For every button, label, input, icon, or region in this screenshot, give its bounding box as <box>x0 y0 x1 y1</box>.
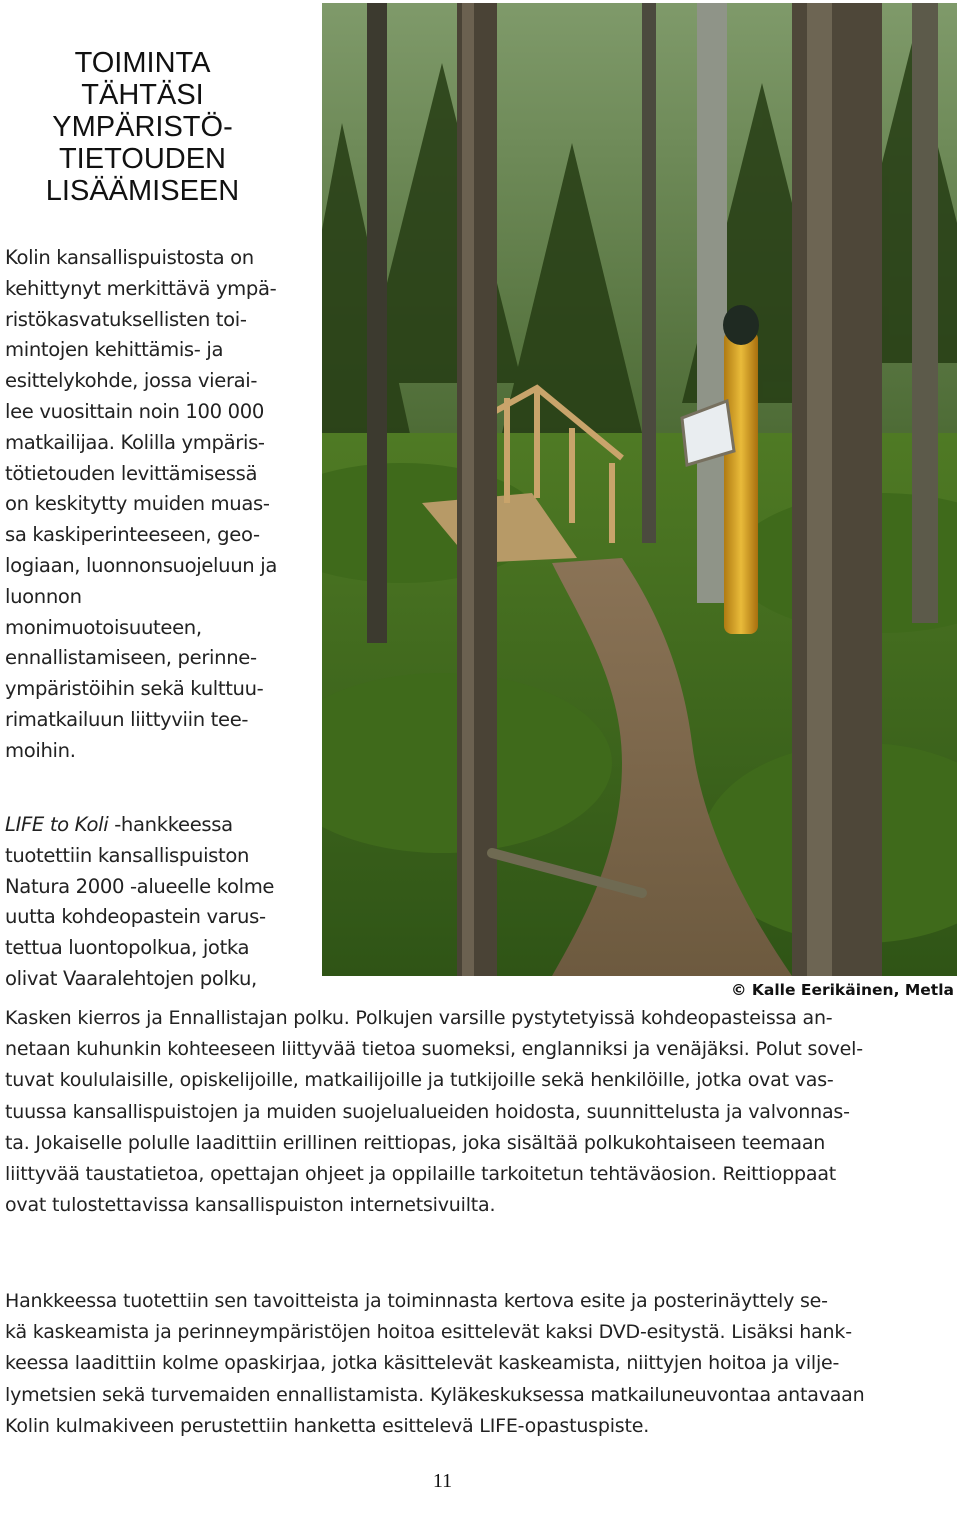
text-fragment: -hankkeessa <box>108 813 233 836</box>
heading-line: TÄHTÄSI <box>81 79 204 111</box>
text-line: tötietouden levittämisessä <box>5 461 258 485</box>
text-line: sa kaskiperinteeseen, geo- <box>5 523 260 547</box>
text-line: keessa laadittiin kolme opaskirjaa, jotka käsittelevät kaskeamista, niittyjen hoitoa ja vilje- <box>5 1352 840 1375</box>
heading-line: TOIMINTA <box>74 47 211 79</box>
text-line: Hankkeessa tuotettiin sen tavoitteista ja toiminnasta kertova esite ja posterinäyttely se- <box>5 1290 828 1312</box>
text-line: matkailijaa. Kolilla ympäris- <box>5 430 265 454</box>
text-line: olivat Vaaralehtojen polku, <box>5 966 257 990</box>
project-name: LIFE to Koli <box>5 813 109 836</box>
text-line: lee vuosittain noin 100 000 <box>5 399 264 423</box>
life-paragraph <box>5 810 282 995</box>
text-line: ennallistamiseen, perinne- <box>5 646 257 670</box>
text-line: rimatkailuun liittyviin tee- <box>5 707 249 731</box>
body-paragraph <box>5 1286 880 1442</box>
body-paragraph <box>5 1003 880 1221</box>
text-line: kä kaskeamista ja perinneympäristöjen hoitoa esittelevät kaksi DVD-esitystä. Lisäksi hank- <box>5 1321 852 1344</box>
page-heading <box>10 47 275 207</box>
text-line: ta. Jokaiselle polulle laadittiin erillinen reittiopas, joka sisältää polkukohtaiseen teemaan <box>5 1131 826 1154</box>
text-line: Kolin kansallispuistosta on <box>5 246 254 269</box>
text-line: Natura 2000 -alueelle kolme <box>5 874 275 898</box>
text-line: Kasken kierros ja Ennallistajan polku. Polkujen varsille pystytetyissä kohdeopasteissa an- <box>5 1007 833 1029</box>
text-line: kehittynyt merkittävä ympä- <box>5 276 277 300</box>
text-line: tuotettiin kansallispuiston <box>5 843 250 867</box>
text-line: on keskitytty muiden muas- <box>5 492 270 516</box>
text-line: moihin. <box>5 738 76 762</box>
text-line: tuussa kansallispuistojen ja muiden suojelualueiden hoidosta, suunnittelusta ja valvonnas- <box>5 1100 850 1123</box>
text-line: tettua luontopolkua, jotka <box>5 936 250 960</box>
heading-line: TIETOUDEN <box>58 143 227 175</box>
text-line: netaan kuhunkin kohteeseen liittyvää tietoa suomeksi, englanniksi ja venäjäksi. Polut sovel- <box>5 1038 863 1061</box>
forest-photo-illustration <box>322 3 957 976</box>
text-line <box>5 810 282 841</box>
text-line: esittelykohde, jossa vierai- <box>5 369 258 393</box>
text-line: ovat tulostettavissa kansallispuiston internetsivuilta. <box>5 1194 496 1217</box>
text-line: uutta kohdeopastein varus- <box>5 905 266 929</box>
text-line: tuvat koululaisille, opiskelijoille, matkailijoille ja tutkijoille sekä henkilöille, jotka ovat vas- <box>5 1069 834 1092</box>
text-line: mintojen kehittämis- ja <box>5 338 224 362</box>
text-line: ympäristöihin sekä kulttuu- <box>5 677 264 701</box>
text-line: Kolin kulmakiveen perustettiin hanketta esittelevä LIFE-opastuspiste. <box>5 1414 650 1437</box>
photo-credit: © Kalle Eerikäinen, Metla <box>730 981 954 999</box>
intro-paragraph <box>5 243 282 767</box>
text-line: logiaan, luonnonsuojeluun ja <box>5 553 277 577</box>
text-line: lymetsien sekä turvemaiden ennallistamista. Kyläkeskuksessa matkailuneuvontaa antavaan <box>5 1383 865 1406</box>
page-number: 11 <box>432 1470 453 1492</box>
forest-trail-photo <box>322 3 957 976</box>
heading-line: LISÄÄMISEEN <box>45 175 240 207</box>
text-line: ristökasvatuksellisten toi- <box>5 307 247 331</box>
heading-line: YMPÄRISTÖ- <box>52 111 233 143</box>
text-line: luonnon monimuotoisuuteen, <box>5 584 202 639</box>
text-line: liittyvää taustatietoa, opettajan ohjeet ja oppilaille tarkoitetun tehtäväosion. Reittioppaat <box>5 1163 837 1186</box>
